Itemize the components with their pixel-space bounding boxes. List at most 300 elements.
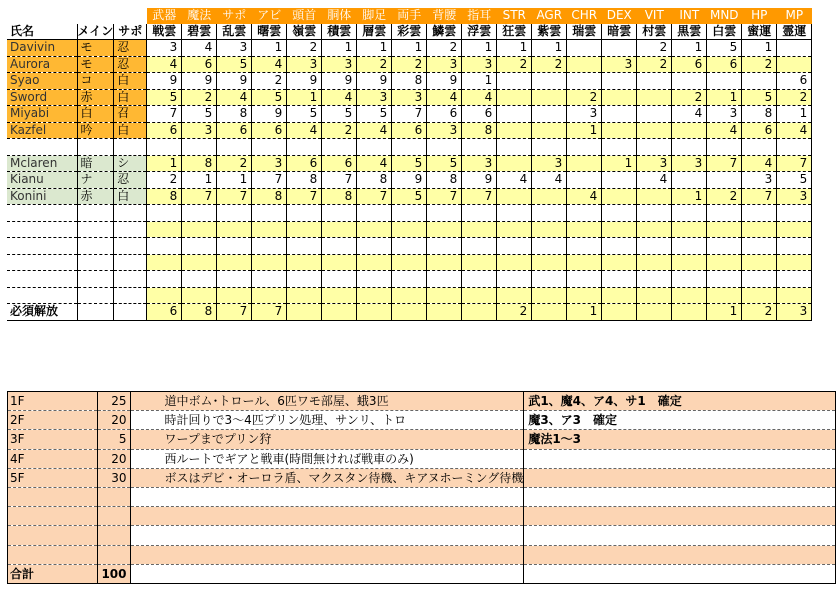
floor-points: 25 xyxy=(97,392,130,411)
stat-value: 8 xyxy=(392,73,427,90)
stat-value: 5 xyxy=(742,89,777,106)
stat-value xyxy=(497,89,532,106)
stat-value xyxy=(322,287,357,304)
support-job xyxy=(114,287,147,304)
support-job: 白 xyxy=(114,89,147,106)
stat-value xyxy=(672,271,707,288)
stat-value xyxy=(567,40,602,57)
stat-value: 6 xyxy=(462,106,497,123)
stat-value xyxy=(567,172,602,189)
stat-value xyxy=(357,287,392,304)
stat-value xyxy=(427,271,462,288)
category-label: AGR xyxy=(532,8,567,24)
main-job: 赤 xyxy=(77,89,114,106)
stat-value xyxy=(637,188,672,205)
stat-value xyxy=(672,287,707,304)
item-label: 霊運 xyxy=(777,24,812,40)
stat-value xyxy=(637,221,672,238)
member-name: Sword xyxy=(7,89,77,106)
stat-value: 8 xyxy=(217,106,252,123)
stat-value: 3 xyxy=(462,56,497,73)
stat-value xyxy=(532,73,567,90)
stat-value xyxy=(602,89,637,106)
required-value xyxy=(672,304,707,321)
floor-note-row xyxy=(8,526,836,545)
stat-value xyxy=(182,221,217,238)
stat-value: 7 xyxy=(707,155,742,172)
stat-value xyxy=(252,238,287,255)
required-value xyxy=(392,304,427,321)
floor-label: 4F xyxy=(8,449,98,468)
stat-value xyxy=(567,254,602,271)
stat-value xyxy=(322,271,357,288)
stat-value xyxy=(602,139,637,156)
floor-note-row xyxy=(8,411,836,430)
floor-points: 20 xyxy=(97,449,130,468)
item-label: 積雲 xyxy=(322,24,357,40)
stat-value xyxy=(567,155,602,172)
stat-value: 9 xyxy=(182,73,217,90)
category-label: 胴体 xyxy=(322,8,357,24)
stat-value xyxy=(777,271,812,288)
stat-value: 5 xyxy=(322,106,357,123)
stat-value xyxy=(672,221,707,238)
main-job: モ xyxy=(77,40,114,57)
stat-value xyxy=(637,73,672,90)
stat-value: 4 xyxy=(532,172,567,189)
stat-value xyxy=(672,139,707,156)
stat-value xyxy=(532,188,567,205)
stat-value: 8 xyxy=(322,188,357,205)
stat-value: 6 xyxy=(182,56,217,73)
stat-value xyxy=(707,205,742,222)
stat-value xyxy=(567,139,602,156)
item-label: 暗雲 xyxy=(602,24,637,40)
stat-value xyxy=(357,205,392,222)
stat-value xyxy=(497,238,532,255)
stat-value: 6 xyxy=(427,106,462,123)
floor-label xyxy=(8,487,98,506)
main-job: 吟 xyxy=(77,122,114,139)
stat-value xyxy=(707,271,742,288)
stat-value xyxy=(707,139,742,156)
stat-value: 2 xyxy=(707,188,742,205)
stat-value: 2 xyxy=(742,56,777,73)
member-row xyxy=(7,254,812,271)
stat-value: 7 xyxy=(462,188,497,205)
stat-value xyxy=(392,254,427,271)
stat-value xyxy=(462,271,497,288)
stat-value: 3 xyxy=(777,188,812,205)
stat-value: 4 xyxy=(777,122,812,139)
stat-value xyxy=(602,73,637,90)
required-value xyxy=(532,304,567,321)
stat-value xyxy=(252,221,287,238)
stat-value xyxy=(567,205,602,222)
stat-value: 7 xyxy=(392,106,427,123)
category-header-row xyxy=(7,8,812,24)
stat-value: 1 xyxy=(462,40,497,57)
stat-value: 5 xyxy=(252,89,287,106)
stat-value: 4 xyxy=(462,89,497,106)
item-label: 彩雲 xyxy=(392,24,427,40)
blank-cell xyxy=(114,304,147,321)
stat-value: 8 xyxy=(182,155,217,172)
required-value: 1 xyxy=(567,304,602,321)
stat-value xyxy=(217,254,252,271)
stat-value xyxy=(742,287,777,304)
stat-value: 1 xyxy=(287,89,322,106)
stat-value: 3 xyxy=(637,155,672,172)
stat-value xyxy=(602,172,637,189)
stat-value: 8 xyxy=(252,188,287,205)
member-name: Mclaren xyxy=(7,155,77,172)
stat-value: 1 xyxy=(147,155,182,172)
stat-value xyxy=(637,89,672,106)
floor-label: 3F xyxy=(8,430,98,449)
stat-value: 1 xyxy=(672,40,707,57)
stat-value: 3 xyxy=(602,56,637,73)
category-label: 武器 xyxy=(147,8,182,24)
stat-value xyxy=(497,122,532,139)
member-name: Kazfel xyxy=(7,122,77,139)
total-label: 合計 xyxy=(8,564,98,583)
required-value: 7 xyxy=(252,304,287,321)
floor-label: 5F xyxy=(8,468,98,487)
support-job xyxy=(114,205,147,222)
stat-value xyxy=(602,271,637,288)
stat-value: 7 xyxy=(147,106,182,123)
required-value xyxy=(462,304,497,321)
stat-value: 2 xyxy=(147,172,182,189)
stat-value: 8 xyxy=(462,122,497,139)
main-job xyxy=(77,271,114,288)
stat-value xyxy=(147,271,182,288)
stat-value xyxy=(287,221,322,238)
stat-value xyxy=(707,254,742,271)
stat-value: 3 xyxy=(182,122,217,139)
member-row xyxy=(7,238,812,255)
stat-value: 1 xyxy=(532,40,567,57)
stat-value xyxy=(392,271,427,288)
stat-value: 9 xyxy=(392,172,427,189)
member-name: Kianu xyxy=(7,172,77,189)
main-job: モ xyxy=(77,56,114,73)
stat-value xyxy=(427,205,462,222)
floor-confirmed-note xyxy=(524,468,836,487)
stat-value: 4 xyxy=(147,56,182,73)
stat-value xyxy=(287,287,322,304)
stat-value xyxy=(462,205,497,222)
stat-value xyxy=(392,205,427,222)
blank-header-cell xyxy=(77,8,114,24)
floor-points: 5 xyxy=(97,430,130,449)
stat-value: 5 xyxy=(777,172,812,189)
stat-value xyxy=(497,205,532,222)
stat-value xyxy=(637,287,672,304)
total-row xyxy=(8,564,836,583)
stat-value xyxy=(672,238,707,255)
stat-value xyxy=(672,172,707,189)
stat-value: 1 xyxy=(322,40,357,57)
stat-value: 4 xyxy=(742,155,777,172)
stat-value xyxy=(532,205,567,222)
stat-value xyxy=(567,221,602,238)
member-name xyxy=(7,238,77,255)
stat-value: 8 xyxy=(427,172,462,189)
stat-value: 4 xyxy=(217,89,252,106)
stat-value xyxy=(532,238,567,255)
stat-value xyxy=(742,221,777,238)
stat-value xyxy=(217,221,252,238)
stat-value: 4 xyxy=(637,172,672,189)
floor-route-note: ボスはデビ・オーロラ盾、マクスタン待機、キアヌホーミング待機 xyxy=(130,468,524,487)
stat-value xyxy=(532,254,567,271)
category-label: INT xyxy=(672,8,707,24)
required-value: 2 xyxy=(497,304,532,321)
stat-value xyxy=(742,73,777,90)
stat-value: 4 xyxy=(357,155,392,172)
stat-value: 1 xyxy=(672,188,707,205)
item-label: 碧雲 xyxy=(182,24,217,40)
stat-value: 3 xyxy=(532,155,567,172)
support-job xyxy=(114,221,147,238)
stat-value: 1 xyxy=(252,40,287,57)
stat-value: 9 xyxy=(322,73,357,90)
member-row xyxy=(7,89,812,106)
blank-header-cell xyxy=(114,8,147,24)
stat-value xyxy=(252,139,287,156)
stat-value xyxy=(287,238,322,255)
main-job xyxy=(77,254,114,271)
stat-value: 9 xyxy=(427,73,462,90)
required-value xyxy=(357,304,392,321)
stat-value: 1 xyxy=(777,106,812,123)
stat-value: 3 xyxy=(322,56,357,73)
stat-value: 3 xyxy=(147,40,182,57)
stat-value: 1 xyxy=(742,40,777,57)
item-label: 層雲 xyxy=(357,24,392,40)
stat-value: 6 xyxy=(147,122,182,139)
member-row xyxy=(7,172,812,189)
required-value xyxy=(322,304,357,321)
stat-value xyxy=(707,221,742,238)
required-value: 2 xyxy=(742,304,777,321)
stat-value: 3 xyxy=(392,89,427,106)
member-row xyxy=(7,205,812,222)
main-job: 白 xyxy=(77,106,114,123)
floor-route-note xyxy=(130,545,524,564)
stat-value: 1 xyxy=(707,89,742,106)
stat-value: 2 xyxy=(322,122,357,139)
required-value xyxy=(602,304,637,321)
stat-value xyxy=(532,139,567,156)
required-value xyxy=(637,304,672,321)
stat-value xyxy=(217,238,252,255)
member-name: Konini xyxy=(7,188,77,205)
stat-value: 1 xyxy=(357,40,392,57)
floor-confirmed-note: 魔法1～3 xyxy=(524,430,836,449)
stat-value xyxy=(147,139,182,156)
stat-value xyxy=(532,122,567,139)
stat-value xyxy=(147,221,182,238)
member-name: Aurora xyxy=(7,56,77,73)
stat-value xyxy=(707,287,742,304)
floor-points xyxy=(97,507,130,526)
category-label: VIT xyxy=(637,8,672,24)
stat-value xyxy=(742,139,777,156)
stat-value: 9 xyxy=(147,73,182,90)
stat-value xyxy=(217,139,252,156)
category-label: DEX xyxy=(602,8,637,24)
member-row xyxy=(7,188,812,205)
stat-value: 1 xyxy=(567,122,602,139)
stat-value xyxy=(602,40,637,57)
required-value xyxy=(427,304,462,321)
total-points: 100 xyxy=(97,564,130,583)
stat-value: 1 xyxy=(217,172,252,189)
stat-value: 1 xyxy=(182,172,217,189)
stat-value: 6 xyxy=(322,155,357,172)
main-job: 赤 xyxy=(77,188,114,205)
stats-grid xyxy=(7,8,812,321)
stat-value: 5 xyxy=(147,89,182,106)
main-job: ナ xyxy=(77,172,114,189)
stat-value xyxy=(182,271,217,288)
member-row xyxy=(7,56,812,73)
support-job: 忍 xyxy=(114,172,147,189)
stat-value: 5 xyxy=(182,106,217,123)
category-label: STR xyxy=(497,8,532,24)
stat-value: 3 xyxy=(427,56,462,73)
stat-value xyxy=(672,254,707,271)
stat-value xyxy=(672,205,707,222)
stat-value xyxy=(392,238,427,255)
item-label: 狂雲 xyxy=(497,24,532,40)
floor-note-row xyxy=(8,545,836,564)
stat-value xyxy=(602,122,637,139)
stat-value xyxy=(602,287,637,304)
support-job: 召 xyxy=(114,106,147,123)
stat-value xyxy=(322,221,357,238)
stat-value: 5 xyxy=(707,40,742,57)
stat-value: 2 xyxy=(287,40,322,57)
floor-confirmed-note: 魔3、ア3 確定 xyxy=(524,411,836,430)
floor-confirmed-note xyxy=(524,507,836,526)
stat-value xyxy=(637,238,672,255)
category-label: 背腰 xyxy=(427,8,462,24)
floor-notes-table xyxy=(7,391,836,584)
item-label: 戦雲 xyxy=(147,24,182,40)
stat-value xyxy=(427,287,462,304)
stat-value: 3 xyxy=(567,106,602,123)
floor-note-row xyxy=(8,487,836,506)
blank-header-cell xyxy=(7,8,77,24)
stat-value xyxy=(392,287,427,304)
stat-value xyxy=(147,205,182,222)
stat-value xyxy=(707,73,742,90)
stat-value xyxy=(427,254,462,271)
stat-value: 2 xyxy=(427,40,462,57)
main-job: コ xyxy=(77,73,114,90)
stat-value xyxy=(567,56,602,73)
blank-cell xyxy=(524,564,836,583)
floor-note-row xyxy=(8,392,836,411)
stat-value xyxy=(357,271,392,288)
support-job: 白 xyxy=(114,188,147,205)
category-label: 脚足 xyxy=(357,8,392,24)
support-job: 忍 xyxy=(114,40,147,57)
floor-points: 30 xyxy=(97,468,130,487)
stat-value: 6 xyxy=(287,155,322,172)
stat-value xyxy=(392,139,427,156)
stat-value: 1 xyxy=(602,155,637,172)
item-label: 紫雲 xyxy=(532,24,567,40)
item-label: 乱雲 xyxy=(217,24,252,40)
stat-value xyxy=(532,287,567,304)
stat-value: 9 xyxy=(252,106,287,123)
floor-label xyxy=(8,526,98,545)
stat-value xyxy=(497,106,532,123)
item-label: 黒雲 xyxy=(672,24,707,40)
floor-confirmed-note xyxy=(524,449,836,468)
member-row xyxy=(7,271,812,288)
floor-route-note xyxy=(130,507,524,526)
stat-value: 4 xyxy=(252,56,287,73)
member-row xyxy=(7,139,812,156)
main-job: 暗 xyxy=(77,155,114,172)
support-job xyxy=(114,139,147,156)
member-row xyxy=(7,122,812,139)
floor-confirmed-note: 武1、魔4、ア4、サ1 確定 xyxy=(524,392,836,411)
stat-value xyxy=(392,221,427,238)
stat-value: 7 xyxy=(322,172,357,189)
stat-value: 2 xyxy=(392,56,427,73)
stat-value: 7 xyxy=(252,172,287,189)
category-label: CHR xyxy=(567,8,602,24)
floor-points xyxy=(97,545,130,564)
stat-value xyxy=(182,254,217,271)
stat-value: 1 xyxy=(462,73,497,90)
item-label: 瑞雲 xyxy=(567,24,602,40)
floor-label xyxy=(8,507,98,526)
floor-confirmed-note xyxy=(524,526,836,545)
required-value: 7 xyxy=(217,304,252,321)
item-label: 村雲 xyxy=(637,24,672,40)
stat-value xyxy=(322,238,357,255)
stat-value xyxy=(532,89,567,106)
stat-value xyxy=(567,271,602,288)
support-job xyxy=(114,254,147,271)
floor-label xyxy=(8,545,98,564)
stat-value: 4 xyxy=(497,172,532,189)
stat-value: 8 xyxy=(147,188,182,205)
item-label: 蜜運 xyxy=(742,24,777,40)
blank-cell xyxy=(77,304,114,321)
required-value: 8 xyxy=(182,304,217,321)
stat-value: 4 xyxy=(182,40,217,57)
required-value: 1 xyxy=(707,304,742,321)
stat-value: 8 xyxy=(357,172,392,189)
stat-value: 3 xyxy=(287,56,322,73)
stat-value: 3 xyxy=(672,155,707,172)
stat-value xyxy=(252,205,287,222)
stat-value xyxy=(427,139,462,156)
stat-value xyxy=(427,221,462,238)
stat-value: 4 xyxy=(672,106,707,123)
stat-value xyxy=(777,205,812,222)
stat-value: 4 xyxy=(287,122,322,139)
